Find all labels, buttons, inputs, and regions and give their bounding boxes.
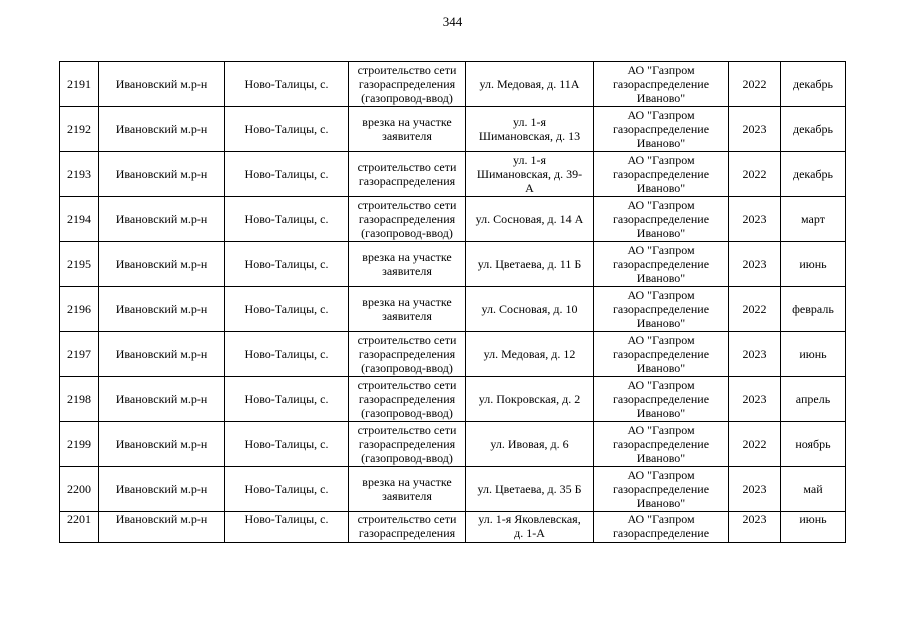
table-row (60, 332, 846, 377)
month-cell: июнь (781, 512, 846, 543)
year-cell: 2022 (729, 422, 781, 467)
work-type-cell: строительство сети газораспределения (349, 152, 466, 197)
locality-cell: Ново-Талицы, с. (225, 242, 349, 287)
locality-cell: Ново-Талицы, с. (225, 152, 349, 197)
organization-cell: АО "Газпром газораспределение Иваново" (594, 377, 729, 422)
address-cell: ул. Цветаева, д. 35 Б (466, 467, 594, 512)
work-type-cell: строительство сети газораспределения (газопровод-ввод) (349, 377, 466, 422)
organization-cell: АО "Газпром газораспределение Иваново" (594, 287, 729, 332)
district-cell: Ивановский м.р-н (99, 287, 225, 332)
page-number: 344 (442, 14, 463, 29)
address-cell: ул. Ивовая, д. 6 (466, 422, 594, 467)
district-cell: Ивановский м.р-н (99, 332, 225, 377)
work-type-cell: врезка на участке заявителя (349, 287, 466, 332)
row-number-cell: 2194 (60, 197, 99, 242)
organization-cell: АО "Газпром газораспределение Иваново" (594, 107, 729, 152)
organization-cell: АО "Газпром газораспределение Иваново" (594, 332, 729, 377)
locality-cell: Ново-Талицы, с. (225, 332, 349, 377)
address-cell: ул. 1-я Шимановская, д. 39- А (466, 152, 594, 197)
work-type-cell: врезка на участке заявителя (349, 107, 466, 152)
work-type-cell: строительство сети газораспределения (газопровод-ввод) (349, 197, 466, 242)
row-number-cell: 2191 (60, 62, 99, 107)
table-row (60, 422, 846, 467)
address-cell: ул. Медовая, д. 11А (466, 62, 594, 107)
row-number-cell: 2196 (60, 287, 99, 332)
year-cell: 2023 (729, 377, 781, 422)
month-cell: март (781, 197, 846, 242)
locality-cell: Ново-Талицы, с. (225, 287, 349, 332)
table-row (60, 242, 846, 287)
year-cell: 2023 (729, 512, 781, 543)
organization-cell: АО "Газпром газораспределение Иваново" (594, 152, 729, 197)
organization-cell: АО "Газпром газораспределение (594, 512, 729, 543)
address-cell: ул. Сосновая, д. 14 А (466, 197, 594, 242)
district-cell: Ивановский м.р-н (99, 62, 225, 107)
work-type-cell: строительство сети газораспределения (газопровод-ввод) (349, 422, 466, 467)
district-cell: Ивановский м.р-н (99, 197, 225, 242)
row-number-cell: 2200 (60, 467, 99, 512)
month-cell: май (781, 467, 846, 512)
year-cell: 2022 (729, 152, 781, 197)
year-cell: 2023 (729, 467, 781, 512)
table-row (60, 152, 846, 197)
work-type-cell: строительство сети газораспределения (газопровод-ввод) (349, 62, 466, 107)
work-type-cell: врезка на участке заявителя (349, 467, 466, 512)
locality-cell: Ново-Талицы, с. (225, 377, 349, 422)
year-cell: 2023 (729, 332, 781, 377)
work-type-cell: строительство сети газораспределения (газопровод-ввод) (349, 332, 466, 377)
row-number-cell: 2192 (60, 107, 99, 152)
month-cell: декабрь (781, 107, 846, 152)
district-cell: Ивановский м.р-н (99, 152, 225, 197)
row-number-cell: 2201 (60, 512, 99, 543)
district-cell: Ивановский м.р-н (99, 242, 225, 287)
district-cell: Ивановский м.р-н (99, 422, 225, 467)
table-row (60, 467, 846, 512)
work-type-cell: врезка на участке заявителя (349, 242, 466, 287)
table-row (60, 287, 846, 332)
row-number-cell: 2197 (60, 332, 99, 377)
locality-cell: Ново-Талицы, с. (225, 197, 349, 242)
address-cell: ул. Медовая, д. 12 (466, 332, 594, 377)
locality-cell: Ново-Талицы, с. (225, 512, 349, 543)
month-cell: декабрь (781, 62, 846, 107)
gas-connection-table (59, 61, 846, 543)
locality-cell: Ново-Талицы, с. (225, 107, 349, 152)
organization-cell: АО "Газпром газораспределение Иваново" (594, 197, 729, 242)
table-row (60, 512, 846, 543)
year-cell: 2023 (729, 242, 781, 287)
row-number-cell: 2199 (60, 422, 99, 467)
year-cell: 2023 (729, 107, 781, 152)
table-row (60, 197, 846, 242)
year-cell: 2022 (729, 62, 781, 107)
locality-cell: Ново-Талицы, с. (225, 422, 349, 467)
locality-cell: Ново-Талицы, с. (225, 467, 349, 512)
locality-cell: Ново-Талицы, с. (225, 62, 349, 107)
month-cell: апрель (781, 377, 846, 422)
organization-cell: АО "Газпром газораспределение Иваново" (594, 467, 729, 512)
district-cell: Ивановский м.р-н (99, 467, 225, 512)
month-cell: июнь (781, 242, 846, 287)
district-cell: Ивановский м.р-н (99, 512, 225, 543)
row-number-cell: 2198 (60, 377, 99, 422)
work-type-cell: строительство сети газораспределения (349, 512, 466, 543)
organization-cell: АО "Газпром газораспределение Иваново" (594, 422, 729, 467)
address-cell: ул. 1-я Яковлевская, д. 1-А (466, 512, 594, 543)
table-row (60, 377, 846, 422)
organization-cell: АО "Газпром газораспределение Иваново" (594, 242, 729, 287)
organization-cell: АО "Газпром газораспределение Иваново" (594, 62, 729, 107)
district-cell: Ивановский м.р-н (99, 377, 225, 422)
address-cell: ул. Цветаева, д. 11 Б (466, 242, 594, 287)
month-cell: февраль (781, 287, 846, 332)
table-row (60, 62, 846, 107)
table-row (60, 107, 846, 152)
year-cell: 2023 (729, 197, 781, 242)
address-cell: ул. 1-я Шимановская, д. 13 (466, 107, 594, 152)
row-number-cell: 2193 (60, 152, 99, 197)
month-cell: декабрь (781, 152, 846, 197)
address-cell: ул. Покровская, д. 2 (466, 377, 594, 422)
year-cell: 2022 (729, 287, 781, 332)
address-cell: ул. Сосновая, д. 10 (466, 287, 594, 332)
month-cell: ноябрь (781, 422, 846, 467)
month-cell: июнь (781, 332, 846, 377)
row-number-cell: 2195 (60, 242, 99, 287)
district-cell: Ивановский м.р-н (99, 107, 225, 152)
